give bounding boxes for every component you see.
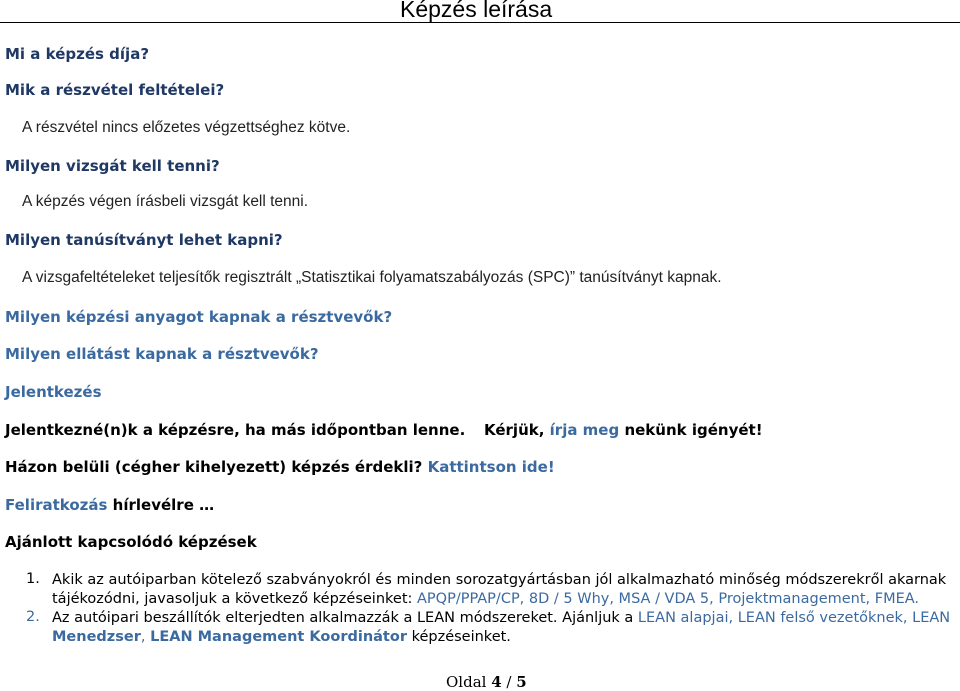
lean-links[interactable]: LEAN alapjai, LEAN felső vezetőknek, LEAN — [637, 610, 951, 626]
page-number — [446, 673, 527, 691]
faq-question-certificate[interactable]: Milyen tanúsítványt lehet kapni? — [5, 231, 283, 249]
list-item-2-suffix: képzéseinket. — [406, 629, 511, 645]
faq-question-conditions[interactable]: Mik a részvétel feltételei? — [5, 81, 225, 99]
list-item-1-text: Akik az autóiparban kötelező szabványokról és minden sorozatgyártásban jól alkalmazható minőség módszerekről akarnak tájékozódni, javasoljuk a következő képzéseinket: — [52, 572, 947, 607]
registration-heading[interactable]: Jelentkezés — [5, 383, 102, 401]
page-label: Oldal — [446, 673, 492, 691]
request-suffix: nekünk igényét! — [619, 421, 763, 439]
newsletter-text: hírlevélre … — [107, 496, 215, 514]
write-request-link[interactable]: írja meg — [549, 421, 620, 439]
title-divider — [0, 22, 960, 23]
page-sep: / — [501, 673, 517, 691]
other-date-text: Jelentkezné(n)k a képzésre, ha más időpontban lenne. — [5, 421, 466, 439]
request-prefix: Kérjük, — [484, 421, 550, 439]
list-item-2-text: Az autóipari beszállítók elterjedten alkalmazzák a LEAN módszereket. Ajánljuk a — [52, 610, 638, 626]
inhouse-line — [5, 458, 555, 476]
list-item-number-2: 2. — [26, 609, 40, 625]
list-item-1-links[interactable]: APQP/PPAP/CP, 8D / 5 Why, MSA / VDA 5, Projektmanagement, FMEA. — [417, 591, 920, 607]
related-heading: Ajánlott kapcsolódó képzések — [5, 533, 257, 551]
lean-separator: , — [140, 629, 151, 645]
faq-answer-conditions: A részvétel nincs előzetes végzettséghez kötve. — [22, 119, 351, 136]
faq-question-catering[interactable]: Milyen ellátást kapnak a résztvevők? — [5, 345, 319, 363]
newsletter-link[interactable]: Feliratkozás — [5, 496, 108, 514]
page-total: 5 — [516, 673, 527, 691]
list-item — [52, 571, 956, 609]
page-title: Képzés leírása — [400, 0, 553, 22]
inhouse-text: Házon belüli (cégher kihelyezett) képzés érdekli? — [5, 458, 423, 476]
lean-koordinator-link[interactable]: LEAN Management Koordinátor — [150, 629, 407, 645]
faq-answer-exam: A képzés végen írásbeli vizsgát kell tenni. — [22, 193, 309, 210]
list-item — [52, 609, 956, 647]
faq-question-material[interactable]: Milyen képzési anyagot kapnak a résztvevők? — [5, 308, 393, 326]
list-item-number-1: 1. — [26, 571, 40, 587]
faq-question-fee[interactable]: Mi a képzés díja? — [5, 45, 150, 63]
faq-answer-certificate: A vizsgafeltételeket teljesítők regisztrált „Statisztikai folyamatszabályozás (SPC)” tanúsítványt kapnak. — [22, 269, 722, 286]
faq-question-exam[interactable]: Milyen vizsgát kell tenni? — [5, 157, 220, 175]
lean-menedzser-link[interactable]: Menedzser — [52, 629, 141, 645]
newsletter-line — [5, 496, 214, 514]
page-current: 4 — [491, 673, 502, 691]
inhouse-link[interactable]: Kattintson ide! — [427, 458, 555, 476]
request-line — [484, 421, 763, 439]
